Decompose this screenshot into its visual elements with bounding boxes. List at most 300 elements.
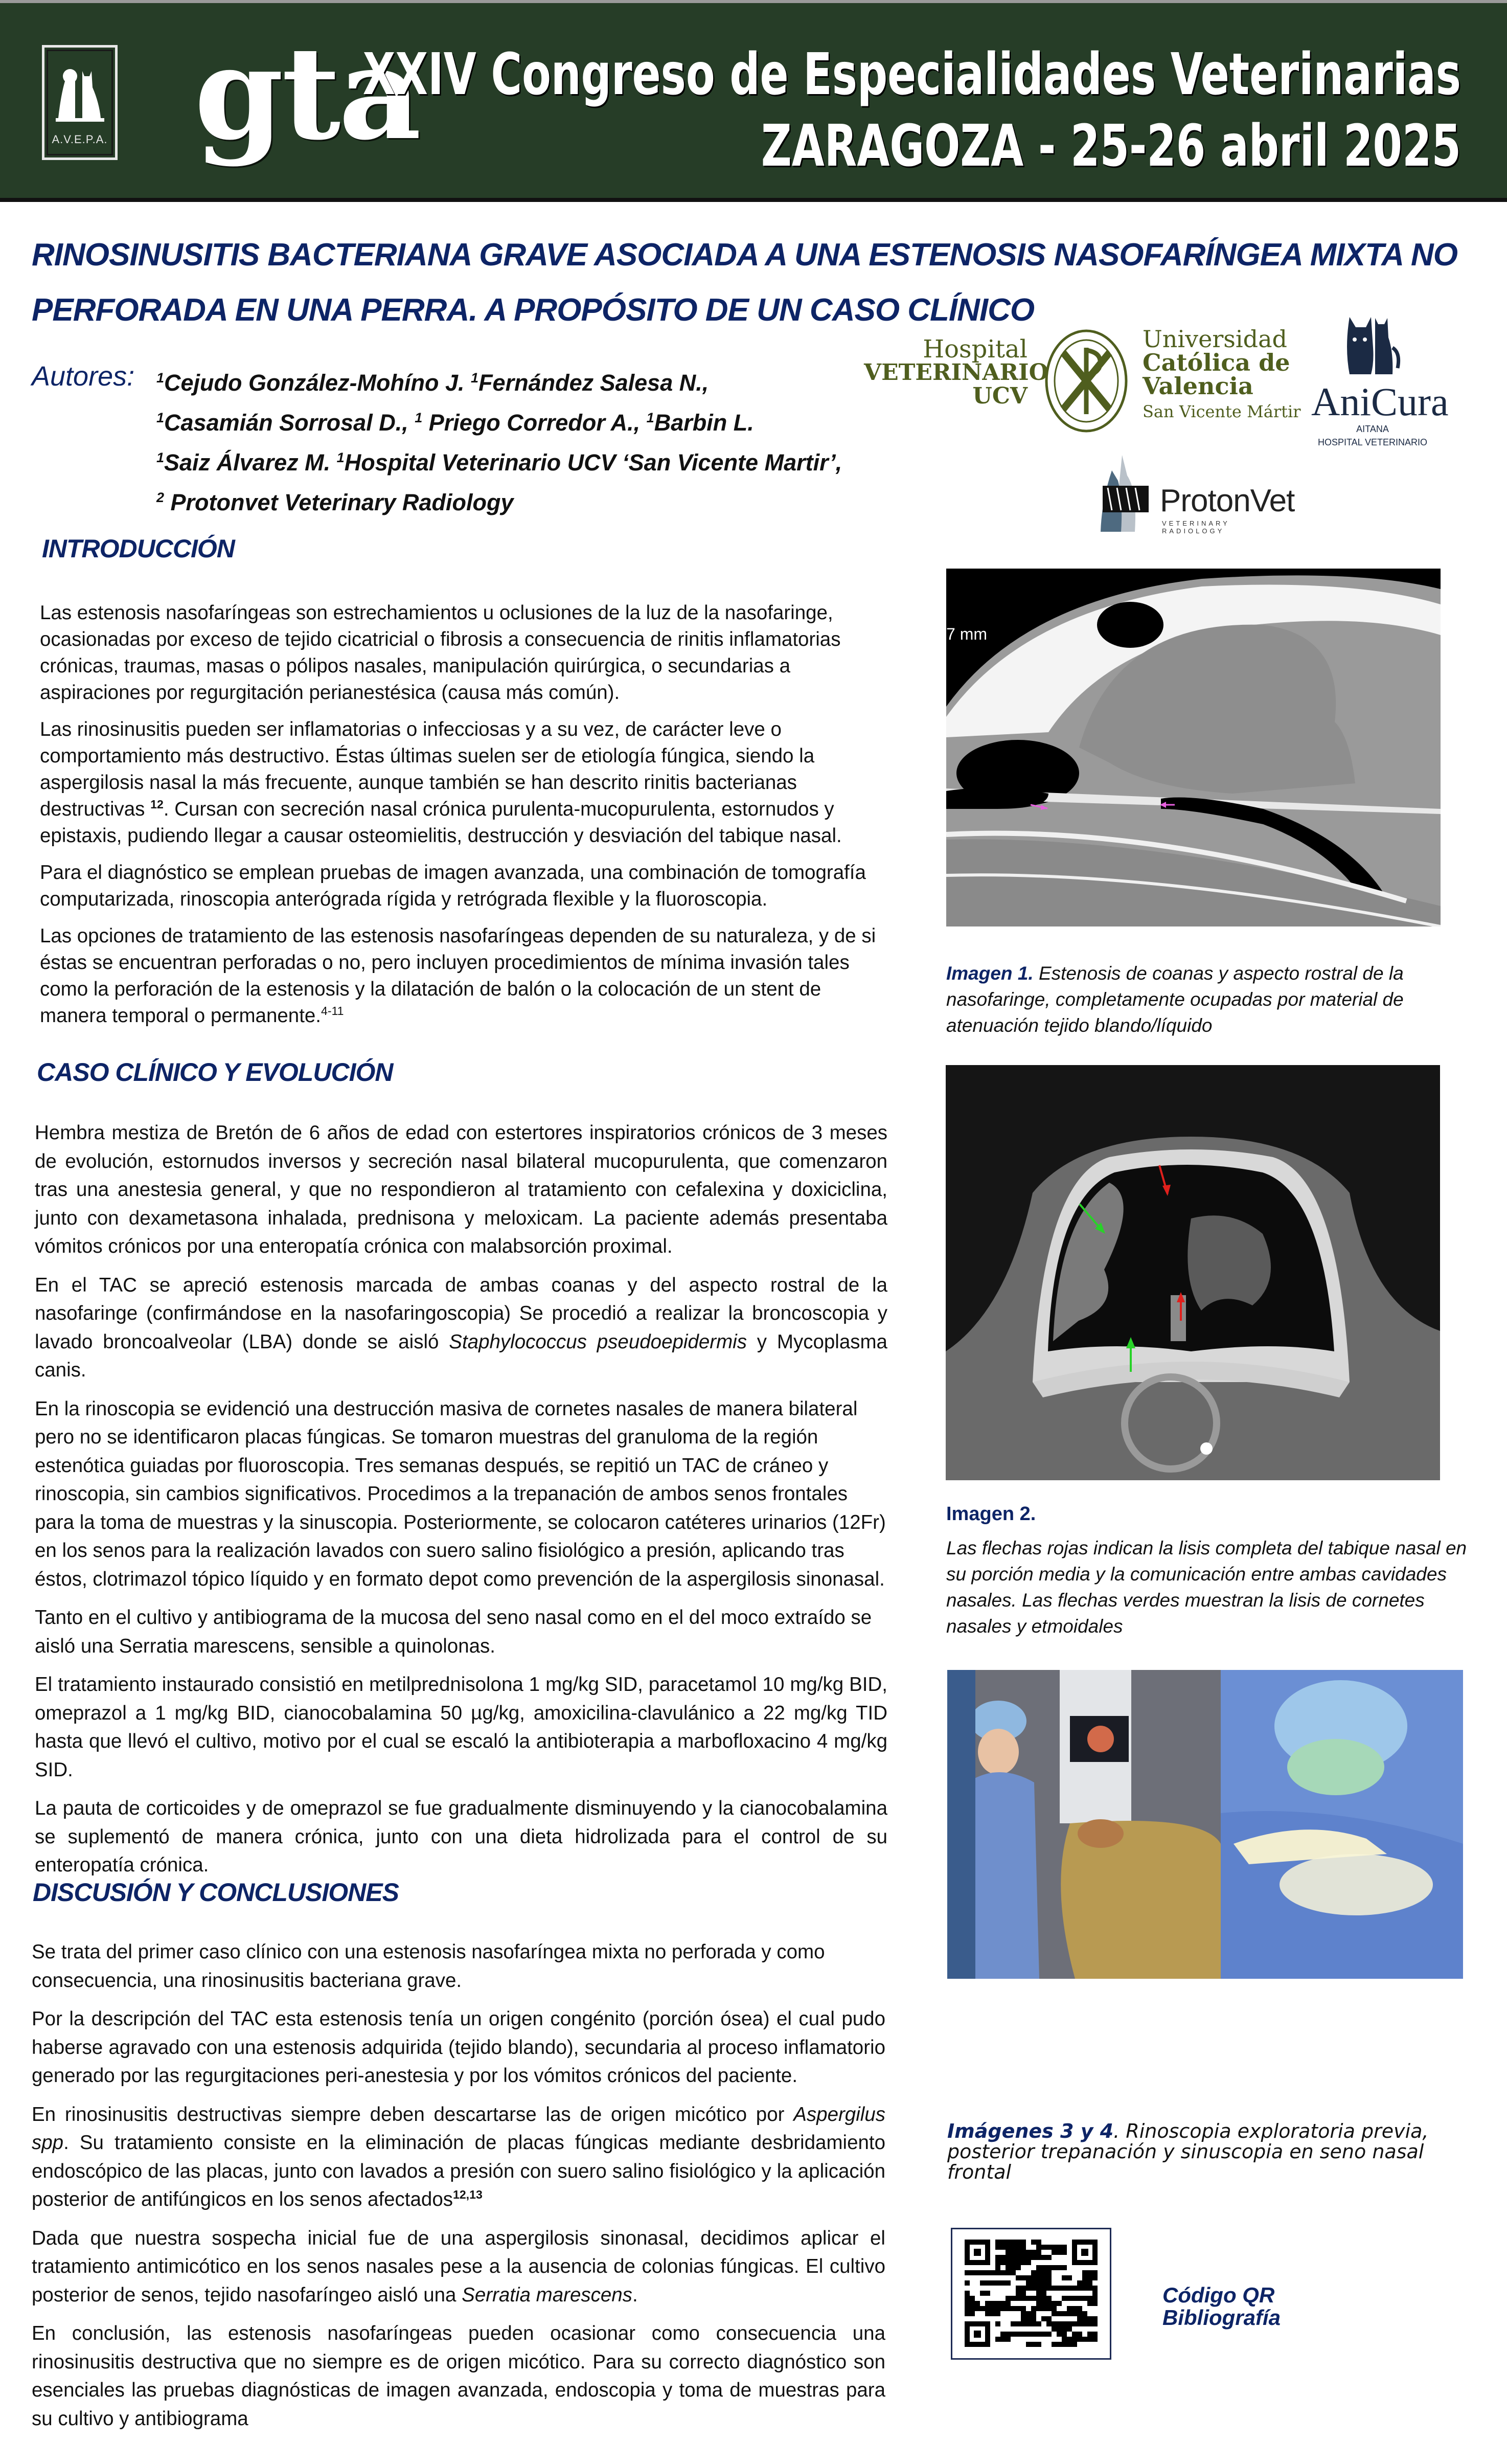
ct-image-1	[946, 569, 1441, 926]
paragraph: Hembra mestiza de Bretón de 6 años de edad con estertores inspiratorios crónicos de 3 meses de evolución, estornudos inversos y secreción nasal bilateral mucopurulenta, que comenzaron tras una anestesia general, y que no respondieron al tratamiento con cefalexina y doxiciclina, junto con dexametasona inhalada, prednisona y meloxicam. La paciente además presentaba vómitos crónicos por una enteropatía crónica con malabsorción proximal.	[35, 1122, 887, 1257]
qr-module	[1046, 2301, 1052, 2306]
qr-module	[1057, 2342, 1062, 2347]
qr-module	[1016, 2332, 1021, 2337]
qr-module	[1016, 2265, 1021, 2270]
qr-module	[970, 2311, 975, 2316]
qr-module	[1082, 2321, 1087, 2326]
qr-module	[1062, 2250, 1067, 2255]
qr-module	[1057, 2286, 1062, 2291]
qr-module	[1077, 2311, 1082, 2316]
qr-module	[995, 2306, 1000, 2311]
anicura-logo	[1311, 317, 1449, 449]
paragraph	[35, 1271, 887, 1385]
poster-title	[32, 228, 1489, 338]
bibliography-qr-code[interactable]	[951, 2228, 1111, 2360]
qr-module	[1000, 2337, 1006, 2342]
transverse-ct-scan	[946, 1065, 1440, 1480]
qr-module	[1087, 2337, 1092, 2342]
qr-module	[1031, 2255, 1036, 2260]
ct-scale-label: 7 mm	[946, 625, 987, 643]
qr-module	[1021, 2240, 1026, 2245]
qr-module	[1006, 2270, 1011, 2275]
dog-cat-silhouette-icon	[56, 67, 104, 128]
affiliation-mark: 1	[156, 450, 165, 465]
qr-module	[1052, 2306, 1057, 2311]
title-line-2: PERFORADA EN UNA PERRA. A PROPÓSITO DE UN CASO CLÍNICO	[32, 292, 1035, 328]
qr-module	[1046, 2275, 1052, 2280]
qr-module	[1062, 2342, 1067, 2347]
qr-module	[985, 2280, 990, 2286]
author-line	[156, 440, 923, 480]
author-name: Barbin L.	[654, 410, 754, 436]
qr-module	[1000, 2301, 1006, 2306]
text-span: .	[632, 2284, 638, 2306]
paragraph: En conclusión, las estenosis nasofaríngeas pueden ocasionar como consecuencia una rinosinusitis destructiva que no siempre es de origen micótico. Para su correcto diagnóstico son esenciales las pruebas diagnósticas de imagen avanzada, endoscopia y toma de muestras para su cultivo y antibiograma	[32, 2322, 885, 2430]
qr-module	[1046, 2265, 1052, 2270]
qr-module	[1082, 2311, 1087, 2316]
qr-module	[1006, 2260, 1011, 2265]
qr-module	[1026, 2260, 1031, 2265]
qr-module	[1046, 2245, 1052, 2250]
qr-module	[1031, 2280, 1036, 2286]
qr-module	[1031, 2286, 1036, 2291]
qr-module	[1021, 2255, 1026, 2260]
logo-text: HOSPITAL VETERINARIO	[1317, 437, 1428, 447]
qr-module	[1036, 2286, 1041, 2291]
qr-module	[1036, 2321, 1041, 2326]
image-1-caption	[946, 960, 1457, 1038]
author-name: Saiz Álvarez M.	[164, 449, 337, 476]
qr-module	[995, 2280, 1000, 2286]
qr-module	[1041, 2245, 1046, 2250]
qr-module	[970, 2306, 975, 2311]
affiliation-mark: 2	[156, 490, 165, 505]
qr-module	[1052, 2326, 1057, 2332]
qr-module	[1072, 2337, 1077, 2342]
qr-module	[1011, 2245, 1016, 2250]
paragraph: Tanto en el cultivo y antibiograma de la mucosa del seno nasal como en el del moco extraído se aisló una Serratia marescens, sensible a quinolonas.	[35, 1607, 872, 1657]
qr-module	[1087, 2296, 1092, 2301]
qr-module	[965, 2291, 970, 2296]
qr-module	[1072, 2296, 1077, 2301]
qr-module	[1082, 2280, 1087, 2286]
qr-module	[1046, 2286, 1052, 2291]
qr-module	[1067, 2321, 1072, 2326]
qr-module	[1011, 2265, 1016, 2270]
text-span: y Mycoplasma canis.	[35, 1330, 887, 1381]
qr-module	[1082, 2270, 1087, 2275]
qr-module	[995, 2265, 1000, 2270]
qr-module	[1072, 2306, 1077, 2311]
qr-module	[1046, 2270, 1052, 2275]
qr-module	[1006, 2250, 1011, 2255]
qr-module	[1077, 2316, 1082, 2321]
rhinoscopy-photos	[947, 1670, 1463, 1979]
paragraph	[32, 2224, 885, 2310]
paragraph: La pauta de corticoides y de omeprazol se fue gradualmente disminuyendo y la cianocobalamina se suplementó de manera crónica, junto con una dieta hidrolizada para el control de su enteropatía crónica.	[35, 1797, 887, 1876]
discusion-body	[32, 1938, 885, 2443]
author-line	[156, 480, 923, 520]
author-name: Cejudo González-Mohíno J.	[164, 370, 471, 396]
qr-module	[1077, 2280, 1082, 2286]
qr-module	[1006, 2280, 1011, 2286]
qr-module	[1021, 2321, 1026, 2326]
qr-module	[1046, 2280, 1052, 2286]
qr-module	[1011, 2260, 1016, 2265]
qr-module	[1052, 2245, 1057, 2250]
qr-module	[1062, 2326, 1067, 2332]
qr-module	[1036, 2265, 1041, 2270]
qr-module	[1046, 2321, 1052, 2326]
qr-module	[995, 2245, 1000, 2250]
author-name: Fernández Salesa N.,	[478, 370, 709, 396]
qr-module	[1036, 2255, 1041, 2260]
qr-module	[1006, 2306, 1011, 2311]
qr-module	[1031, 2250, 1036, 2255]
qr-module	[985, 2291, 990, 2296]
qr-module	[1036, 2332, 1041, 2337]
qr-module	[990, 2270, 995, 2275]
qr-module	[975, 2301, 980, 2306]
qr-module	[1026, 2342, 1031, 2347]
qr-module	[965, 2296, 970, 2301]
affiliation-mark: 1	[415, 410, 423, 425]
qr-module	[990, 2311, 995, 2316]
qr-module	[1036, 2270, 1041, 2275]
qr-module	[1052, 2311, 1057, 2316]
qr-module	[1087, 2280, 1092, 2286]
qr-module	[1021, 2275, 1026, 2280]
qr-label-line: Bibliografía	[1162, 2305, 1281, 2330]
logo-text: AITANA	[1356, 424, 1389, 434]
qr-module	[1082, 2296, 1087, 2301]
logo-text: ProtonVet	[1160, 483, 1295, 518]
protonvet-pets-icon	[1091, 455, 1158, 532]
qr-module	[995, 2255, 1000, 2260]
qr-module	[1031, 2316, 1036, 2321]
qr-module	[1052, 2342, 1057, 2347]
section-heading-caso: CASO CLÍNICO Y EVOLUCIÓN	[37, 1058, 393, 1087]
qr-module	[1067, 2286, 1072, 2291]
author-line	[156, 400, 923, 440]
qr-module	[1036, 2301, 1041, 2306]
qr-module	[995, 2270, 1000, 2275]
qr-module	[985, 2270, 990, 2275]
paragraph: Las estenosis nasofaríngeas son estrechamientos u oclusiones de la luz de la nasofaringe, ocasionadas por exceso de tejido cicatricial o fibrosis a consecuencia de rinitis inflamatorias crónicas, traumas, masas o pólipos nasales, manipulación quirúrgica, o secundarias a aspiraciones por regurgitación perianestésica (causa más común).	[40, 602, 841, 704]
qr-module	[1016, 2240, 1021, 2245]
text-span: . Cursan con secreción nasal crónica purulenta-mucopurulenta, estornudos y epistaxis, pudiendo llegar a causar osteomielitis, destrucción y desviación del tabique nasal.	[40, 798, 842, 847]
qr-module	[1052, 2321, 1057, 2326]
qr-module	[1057, 2250, 1062, 2255]
qr-module	[1041, 2280, 1046, 2286]
qr-module	[1006, 2255, 1011, 2260]
qr-module	[1000, 2260, 1006, 2265]
qr-module	[1062, 2245, 1067, 2250]
qr-module	[1067, 2342, 1072, 2347]
qr-module	[980, 2291, 985, 2296]
images-3-4-caption	[947, 2121, 1438, 2182]
qr-module	[1011, 2321, 1016, 2326]
caption-label: Imágenes 3 y 4	[947, 2120, 1114, 2142]
qr-module	[1087, 2301, 1092, 2306]
qr-module	[1062, 2286, 1067, 2291]
qr-module	[1041, 2296, 1046, 2301]
qr-module	[1011, 2255, 1016, 2260]
qr-module	[1031, 2321, 1036, 2326]
qr-module	[1006, 2296, 1011, 2301]
qr-module	[1031, 2342, 1036, 2347]
protonvet-logo	[1091, 455, 1295, 535]
congress-line-2: ZARAGOZA - 25-26 abril 2025	[761, 113, 1461, 179]
qr-module	[1087, 2332, 1092, 2337]
qr-module	[1092, 2301, 1098, 2306]
qr-module	[1041, 2316, 1046, 2321]
affiliation-mark: 1	[646, 410, 654, 425]
text-span: Dada que nuestra sospecha inicial fue de una aspergilosis sinonasal, decidimos aplicar el tratamiento antimicótico en los senos nasales pese a la ausencia de colonias fúngicas. El cultivo posterior de senos, tejido nasofaríngeo aisló una	[32, 2227, 885, 2306]
qr-module	[1026, 2316, 1031, 2321]
qr-module	[980, 2306, 985, 2311]
qr-module	[1011, 2250, 1016, 2255]
qr-module	[1006, 2240, 1011, 2245]
caption-text: . Rinoscopia exploratoria previa, posterior trepanación y sinuscopia en seno nasal frontal	[947, 2120, 1429, 2183]
qr-module	[1041, 2255, 1046, 2260]
title-line-1: RINOSINUSITIS BACTERIANA GRAVE ASOCIADA A UNA ESTENOSIS NASOFARÍNGEA MIXTA NO	[32, 237, 1457, 273]
universidad-catolica-valencia-logo	[1143, 327, 1301, 423]
qr-module	[1077, 2321, 1082, 2326]
qr-module	[1021, 2296, 1026, 2301]
qr-module	[1057, 2245, 1062, 2250]
qr-module	[1092, 2286, 1098, 2291]
affiliation: Hospital Veterinario UCV ‘San Vicente Martir’,	[344, 449, 842, 476]
qr-module	[1062, 2275, 1067, 2280]
qr-module	[1052, 2286, 1057, 2291]
qr-module	[1021, 2332, 1026, 2337]
caption-text: Estenosis de coanas y aspecto rostral de la nasofaringe, completamente ocupadas por material de atenuación tejido blando/líquido	[946, 963, 1404, 1036]
qr-module	[1021, 2316, 1026, 2321]
qr-module	[1006, 2337, 1011, 2342]
logo-text: Universidad	[1143, 325, 1287, 353]
qr-module	[1041, 2332, 1046, 2337]
authors-list	[156, 360, 923, 520]
qr-module	[1092, 2291, 1098, 2296]
paragraph	[32, 2100, 885, 2214]
author-name: Priego Corredor A.,	[422, 410, 647, 436]
qr-module	[1092, 2316, 1098, 2321]
caso-body	[35, 1119, 887, 1890]
dog-cat-icon	[1344, 317, 1401, 376]
header-banner	[0, 0, 1507, 202]
qr-module	[1052, 2265, 1057, 2270]
qr-module	[1031, 2240, 1036, 2245]
qr-module	[1026, 2332, 1031, 2337]
qr-module	[1016, 2275, 1021, 2280]
qr-module	[1000, 2332, 1006, 2337]
logo-text: VETERINARIO	[864, 359, 1048, 386]
paragraph	[40, 923, 883, 1029]
text-span: Las rinosinusitis pueden ser inflamatorias o infecciosas y a su vez, de carácter leve o comportamiento más destructivo. Éstas últimas suelen ser de etiología fúngica, siendo la aspergilosis nasal la más frecuente, aunque también se han descrito rinitis bacterianas destructivas	[40, 718, 815, 820]
hospital-veterinario-ucv-logo	[864, 335, 1048, 409]
qr-module	[1021, 2245, 1026, 2250]
species-name: Aspergilus spp	[32, 2103, 885, 2154]
qr-module	[1092, 2270, 1098, 2275]
qr-module	[1036, 2245, 1041, 2250]
species-name: Staphylococcus pseudoepidermis	[449, 1330, 747, 1353]
qr-module	[1062, 2296, 1067, 2301]
qr-module	[1041, 2291, 1046, 2296]
qr-module	[965, 2301, 970, 2306]
qr-module	[1057, 2326, 1062, 2332]
citation: 12	[150, 798, 164, 811]
qr-module	[1092, 2337, 1098, 2342]
affiliation-mark: 1	[156, 370, 165, 386]
qr-module	[1062, 2265, 1067, 2270]
qr-module	[995, 2240, 1000, 2245]
qr-module	[1041, 2301, 1046, 2306]
qr-module	[985, 2301, 990, 2306]
qr-module	[1026, 2296, 1031, 2301]
qr-module	[965, 2311, 970, 2316]
qr-module	[1077, 2337, 1082, 2342]
qr-module	[1011, 2306, 1016, 2311]
qr-module	[1000, 2255, 1006, 2260]
qr-module	[1067, 2296, 1072, 2301]
qr-module	[1026, 2311, 1031, 2316]
qr-module	[1077, 2286, 1082, 2291]
qr-module	[1087, 2275, 1092, 2280]
qr-label	[1162, 2284, 1281, 2329]
qr-module	[1016, 2286, 1021, 2291]
qr-module	[1067, 2337, 1072, 2342]
qr-module	[1031, 2306, 1036, 2311]
qr-module	[1026, 2255, 1031, 2260]
image-2-label: Imagen 2.	[946, 1503, 1036, 1525]
qr-code-icon	[965, 2240, 1098, 2347]
qr-module	[990, 2280, 995, 2286]
qr-module	[1026, 2250, 1031, 2255]
qr-module	[1031, 2296, 1036, 2301]
qr-module	[1036, 2250, 1041, 2255]
qr-module	[1041, 2265, 1046, 2270]
logo-text: Hospital	[923, 335, 1028, 364]
qr-module	[1021, 2306, 1026, 2311]
qr-module	[995, 2311, 1000, 2316]
qr-module	[1000, 2306, 1006, 2311]
qr-module	[1000, 2280, 1006, 2286]
qr-module	[1011, 2296, 1016, 2301]
qr-module	[1052, 2250, 1057, 2255]
qr-module	[995, 2321, 1000, 2326]
qr-module	[1041, 2270, 1046, 2275]
qr-label-line: Código QR	[1162, 2283, 1275, 2307]
qr-module	[1092, 2275, 1098, 2280]
qr-module	[1016, 2321, 1021, 2326]
logo-text: UCV	[972, 383, 1028, 409]
qr-module	[1046, 2306, 1052, 2311]
text-span: Las opciones de tratamiento de las estenosis nasofaríngeas dependen de su naturaleza, y de si éstas se encuentran perforadas o no, pero incluyen procedimientos de mínima invasión tales como la perforación de la estenosis y la dilatación de balón o la colocación de un stent de manera temporal o permanente.	[40, 925, 876, 1027]
qr-module	[1077, 2306, 1082, 2311]
affiliation-mark: 1	[471, 370, 479, 386]
qr-module	[965, 2280, 970, 2286]
author-name: Casamián Sorrosal D.,	[164, 410, 415, 436]
qr-module	[1092, 2321, 1098, 2326]
qr-module	[1036, 2306, 1041, 2311]
paragraph: El tratamiento instaurado consistió en metilprednisolona 1 mg/kg SID, paracetamol 10 mg/kg BID, omeprazol a 1 mg/kg BID, cianocobalamina 50 µg/kg, amoxicilina-clavulánico a 22 mg/kg TID hasta que llevó el cultivo, motivo por el cual se escaló la antibioterapia a marbofloxacino 4 mg/kg SID.	[35, 1674, 887, 1781]
qr-module	[1067, 2306, 1072, 2311]
qr-module	[1036, 2240, 1041, 2245]
congress-line-1: XXIV Congreso de Especialidades Veterinarias	[362, 41, 1461, 108]
qr-module	[1031, 2270, 1036, 2275]
qr-module	[1031, 2275, 1036, 2280]
qr-module	[1062, 2332, 1067, 2337]
qr-module	[1046, 2316, 1052, 2321]
qr-module	[1062, 2321, 1067, 2326]
qr-module	[1036, 2296, 1041, 2301]
qr-module	[1016, 2291, 1021, 2296]
qr-module	[1067, 2326, 1072, 2332]
qr-module	[1006, 2265, 1011, 2270]
qr-module	[1052, 2301, 1057, 2306]
qr-module	[1031, 2332, 1036, 2337]
text-span: En rinosinusitis destructivas siempre deben descartarse las de origen micótico por	[32, 2103, 794, 2126]
logo-text: Católica de	[1143, 349, 1290, 376]
qr-module	[1087, 2321, 1092, 2326]
qr-module	[1092, 2332, 1098, 2337]
qr-module	[1016, 2255, 1021, 2260]
qr-module	[1016, 2245, 1021, 2250]
qr-module	[1021, 2250, 1026, 2255]
section-heading-intro: INTRODUCCIÓN	[42, 534, 235, 563]
qr-module	[1026, 2280, 1031, 2286]
qr-module	[1057, 2321, 1062, 2326]
text-span: En el TAC se apreció estenosis marcada de ambas coanas y del aspecto rostral de la nasofaringe (confirmándose en la nasofaringoscopia) Se procedió a realizar la broncoscopia y lavado broncoalveolar (LBA) donde se aisló	[35, 1274, 887, 1353]
qr-module	[1046, 2296, 1052, 2301]
qr-module	[1072, 2321, 1077, 2326]
qr-module	[995, 2301, 1000, 2306]
text-span: . Su tratamiento consiste en la eliminación de placas fúngicas mediante desbridamiento endoscópico de las placas, junto con lavados a presión con suero salino fisiológico y la aplicación posterior de antifúngicos en los senos afectados	[32, 2132, 885, 2210]
qr-module	[975, 2306, 980, 2311]
qr-module	[1011, 2240, 1016, 2245]
qr-module	[1087, 2316, 1092, 2321]
qr-module	[970, 2296, 975, 2301]
paragraph	[40, 716, 883, 849]
qr-module	[985, 2311, 990, 2316]
ct-image-2	[946, 1065, 1440, 1480]
qr-module	[1000, 2240, 1006, 2245]
qr-module	[985, 2306, 990, 2311]
qr-module	[1041, 2275, 1046, 2280]
qr-module	[1036, 2291, 1041, 2296]
qr-module	[980, 2280, 985, 2286]
qr-module	[990, 2301, 995, 2306]
qr-module	[1006, 2245, 1011, 2250]
qr-module	[1082, 2316, 1087, 2321]
qr-module	[1031, 2311, 1036, 2316]
qr-module	[965, 2270, 970, 2275]
qr-module	[1067, 2275, 1072, 2280]
logo-text: San Vicente Mártir	[1143, 402, 1301, 421]
qr-module	[1016, 2260, 1021, 2265]
qr-module	[1006, 2301, 1011, 2306]
qr-module	[1000, 2245, 1006, 2250]
section-heading-discusion: DISCUSIÓN Y CONCLUSIONES	[33, 1878, 399, 1907]
sagittal-ct-scan	[946, 569, 1441, 926]
qr-module	[1016, 2250, 1021, 2255]
qr-module	[1016, 2296, 1021, 2301]
qr-module	[1000, 2270, 1006, 2275]
qr-module	[1057, 2301, 1062, 2306]
qr-module	[970, 2270, 975, 2275]
ucv-seal-icon	[1043, 327, 1130, 435]
